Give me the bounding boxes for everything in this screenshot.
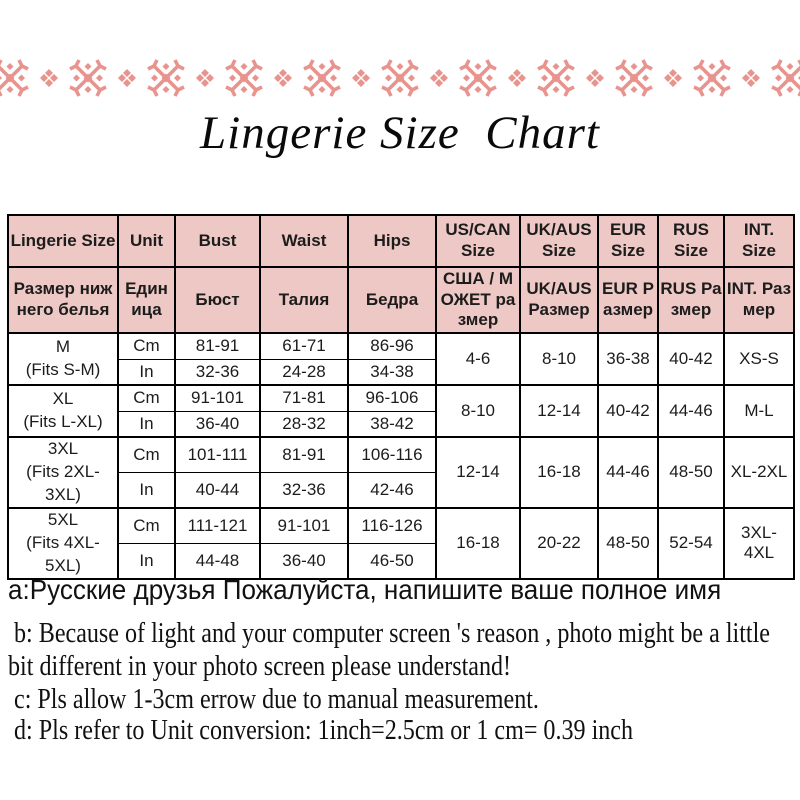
- table-row: [8, 508, 794, 543]
- size-name: 5XL: [47, 509, 79, 529]
- waist-in: 32-36: [260, 472, 348, 507]
- uk-aus-size: 20-22: [520, 508, 598, 579]
- unit-cm: Cm: [118, 508, 175, 543]
- unit-cm: Cm: [118, 437, 175, 472]
- bust-cm: 101-111: [175, 437, 260, 472]
- header-us-can: US/CAN Size: [436, 215, 520, 267]
- int-size: XL-2XL: [724, 437, 794, 508]
- uk-aus-size: 8-10: [520, 333, 598, 385]
- header-rus: RUS Size: [658, 215, 724, 267]
- size-fits: (Fits L-XL): [23, 412, 103, 431]
- diamond-separator-icon: [663, 68, 683, 88]
- header-eur: EUR Size: [598, 215, 658, 267]
- size-fits: (Fits 2XL-3XL): [26, 461, 100, 504]
- hips-in: 34-38: [348, 359, 436, 385]
- snowflake-motif-icon: [0, 56, 32, 100]
- rus-size: 44-46: [658, 385, 724, 437]
- size-fits: (Fits S-M): [25, 360, 101, 379]
- header-ru-hips: Бедра: [348, 267, 436, 333]
- eur-size: 40-42: [598, 385, 658, 437]
- header-ru-lingerie-size: Размер нижнего белья: [8, 267, 118, 333]
- waist-cm: 91-101: [260, 508, 348, 543]
- header-ru-eur: EUR Размер: [598, 267, 658, 333]
- snowflake-motif-icon: [378, 56, 422, 100]
- hips-cm: 116-126: [348, 508, 436, 543]
- header-uk-aus: UK/AUS Size: [520, 215, 598, 267]
- int-size: XS-S: [724, 333, 794, 385]
- snowflake-motif-icon: [456, 56, 500, 100]
- note-unit-conversion: d: Pls refer to Unit conversion: 1inch=2.5cm or 1 cm= 0.39 inch: [8, 715, 634, 746]
- waist-cm: 71-81: [260, 385, 348, 411]
- snowflake-motif-icon: [300, 56, 344, 100]
- decorative-border: [0, 52, 800, 104]
- bust-in: 40-44: [175, 472, 260, 507]
- bust-cm: 81-91: [175, 333, 260, 359]
- bust-in: 32-36: [175, 359, 260, 385]
- unit-cm: Cm: [118, 385, 175, 411]
- eur-size: 44-46: [598, 437, 658, 508]
- note-screen-line2: bit different in your photo screen please understand!: [8, 651, 512, 682]
- header-ru-unit: Единица: [118, 267, 175, 333]
- hips-cm: 96-106: [348, 385, 436, 411]
- waist-in: 24-28: [260, 359, 348, 385]
- bust-cm: 91-101: [175, 385, 260, 411]
- unit-in: In: [118, 359, 175, 385]
- size-chart-table: [7, 214, 795, 580]
- int-size: 3XL-4XL: [724, 508, 794, 579]
- waist-in: 28-32: [260, 411, 348, 437]
- header-ru-int: INT. Размер: [724, 267, 794, 333]
- table-row: [8, 385, 794, 411]
- page-title: Lingerie Size Chart: [200, 107, 600, 159]
- waist-cm: 61-71: [260, 333, 348, 359]
- eur-size: 36-38: [598, 333, 658, 385]
- header-ru-us-can: США / МОЖЕТ размер: [436, 267, 520, 333]
- header-lingerie-size: Lingerie Size: [8, 215, 118, 267]
- header-ru-rus: RUS Размер: [658, 267, 724, 333]
- size-name: 3XL: [47, 439, 79, 458]
- table-row: [8, 437, 794, 472]
- size-name: XL: [52, 389, 74, 409]
- snowflake-motif-icon: [222, 56, 266, 100]
- diamond-separator-icon: [117, 68, 137, 88]
- us-can-size: 4-6: [436, 333, 520, 385]
- header-ru-bust: Бюст: [175, 267, 260, 333]
- table-row: [8, 333, 794, 359]
- diamond-separator-icon: [429, 68, 449, 88]
- rus-size: 40-42: [658, 333, 724, 385]
- header-row-ru: [8, 267, 794, 333]
- size-fits: (Fits 4XL-5XL): [26, 532, 100, 575]
- size-label-5xl: [8, 508, 118, 579]
- snowflake-motif-icon: [66, 56, 110, 100]
- note-measurement: c: Pls allow 1-3cm errow due to manual measurement.: [8, 684, 539, 715]
- uk-aus-size: 12-14: [520, 385, 598, 437]
- size-name: M: [55, 337, 71, 357]
- rus-size: 48-50: [658, 437, 724, 508]
- snowflake-motif-icon: [144, 56, 188, 100]
- note-russian-name: а:Русские друзья Пожалуйста, напишите ваше полное имя: [8, 574, 722, 605]
- diamond-separator-icon: [507, 68, 527, 88]
- diamond-separator-icon: [273, 68, 293, 88]
- unit-in: In: [118, 411, 175, 437]
- us-can-size: 16-18: [436, 508, 520, 579]
- size-label-xl: [8, 385, 118, 437]
- header-ru-waist: Талия: [260, 267, 348, 333]
- snowflake-motif-icon: [534, 56, 578, 100]
- diamond-separator-icon: [351, 68, 371, 88]
- diamond-separator-icon: [39, 68, 59, 88]
- hips-in: 42-46: [348, 472, 436, 507]
- header-bust: Bust: [175, 215, 260, 267]
- note-screen-line1: b: Because of light and your computer screen 's reason , photo might be a little: [8, 618, 771, 649]
- diamond-separator-icon: [195, 68, 215, 88]
- waist-cm: 81-91: [260, 437, 348, 472]
- snowflake-motif-icon: [690, 56, 734, 100]
- unit-in: In: [118, 543, 175, 578]
- header-ru-uk-aus: UK/AUSРазмер: [520, 267, 598, 333]
- header-waist: Waist: [260, 215, 348, 267]
- us-can-size: 8-10: [436, 385, 520, 437]
- hips-in: 46-50: [348, 543, 436, 578]
- bust-in: 44-48: [175, 543, 260, 578]
- eur-size: 48-50: [598, 508, 658, 579]
- hips-cm: 106-116: [348, 437, 436, 472]
- int-size: M-L: [724, 385, 794, 437]
- size-label-m: [8, 333, 118, 385]
- uk-aus-size: 16-18: [520, 437, 598, 508]
- hips-cm: 86-96: [348, 333, 436, 359]
- header-row-en: [8, 215, 794, 267]
- size-label-3xl: [8, 437, 118, 508]
- bust-in: 36-40: [175, 411, 260, 437]
- rus-size: 52-54: [658, 508, 724, 579]
- unit-cm: Cm: [118, 333, 175, 359]
- snowflake-motif-icon: [612, 56, 656, 100]
- snowflake-motif-icon: [768, 56, 800, 100]
- us-can-size: 12-14: [436, 437, 520, 508]
- header-int: INT. Size: [724, 215, 794, 267]
- hips-in: 38-42: [348, 411, 436, 437]
- header-hips: Hips: [348, 215, 436, 267]
- bust-cm: 111-121: [175, 508, 260, 543]
- waist-in: 36-40: [260, 543, 348, 578]
- header-unit: Unit: [118, 215, 175, 267]
- diamond-separator-icon: [585, 68, 605, 88]
- unit-in: In: [118, 472, 175, 507]
- diamond-separator-icon: [741, 68, 761, 88]
